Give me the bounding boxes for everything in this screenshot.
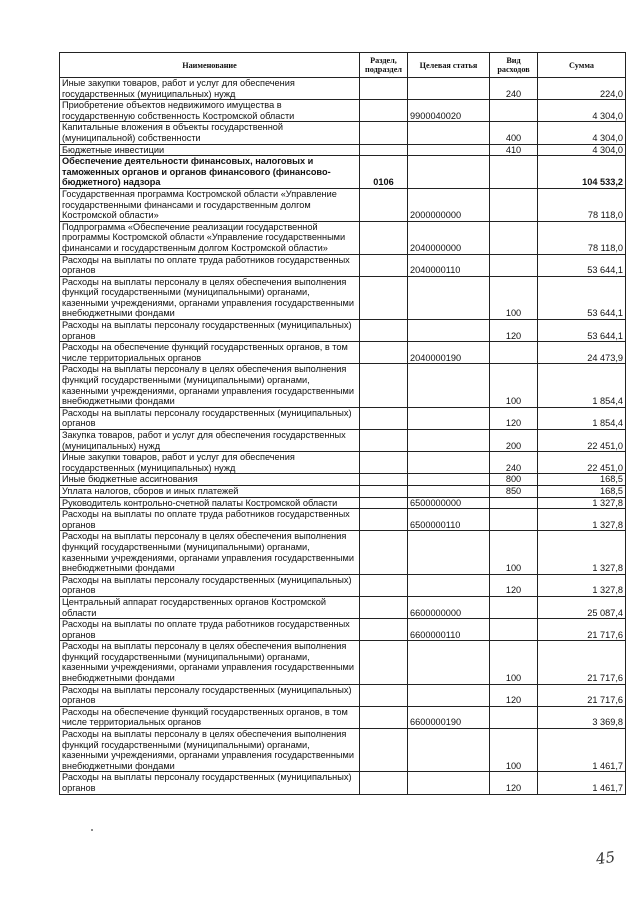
row-article: 6500000110 bbox=[408, 509, 490, 531]
table-row bbox=[60, 684, 626, 706]
row-sum: 21 717,6 bbox=[538, 641, 626, 684]
table-row bbox=[60, 574, 626, 596]
table-row bbox=[60, 122, 626, 144]
row-expense-type: 100 bbox=[490, 729, 538, 772]
row-article: 2040000190 bbox=[408, 342, 490, 364]
row-expense-type bbox=[490, 342, 538, 364]
row-expense-type bbox=[490, 156, 538, 189]
scan-speck bbox=[91, 829, 93, 831]
row-section bbox=[360, 485, 408, 497]
row-section bbox=[360, 221, 408, 254]
row-expense-type: 120 bbox=[490, 320, 538, 342]
table-row bbox=[60, 596, 626, 618]
row-section bbox=[360, 531, 408, 574]
row-section bbox=[360, 684, 408, 706]
row-name: Расходы на выплаты персоналу в целях обеспечения выполнения функций государственными (муниципальными) органами, казенными учреждениями, органами управления государственными внебюджетными фондами bbox=[60, 531, 360, 574]
row-section bbox=[360, 188, 408, 221]
row-sum: 168,5 bbox=[538, 485, 626, 497]
row-name: Иные бюджетные ассигнования bbox=[60, 474, 360, 486]
row-sum: 53 644,1 bbox=[538, 276, 626, 319]
row-name: Расходы на выплаты персоналу государственных (муниципальных) органов bbox=[60, 684, 360, 706]
table-row bbox=[60, 254, 626, 276]
row-section bbox=[360, 100, 408, 122]
row-article: 6600000190 bbox=[408, 706, 490, 728]
row-expense-type: 100 bbox=[490, 364, 538, 407]
row-article bbox=[408, 474, 490, 486]
header-name: Наименование bbox=[60, 53, 360, 78]
row-name: Расходы на выплаты персоналу государственных (муниципальных) органов bbox=[60, 574, 360, 596]
row-name: Расходы на обеспечение функций государственных органов, в том числе территориальных органов bbox=[60, 706, 360, 728]
row-name: Расходы на выплаты по оплате труда работников государственных органов bbox=[60, 619, 360, 641]
budget-table bbox=[59, 52, 626, 795]
table-row bbox=[60, 531, 626, 574]
row-article bbox=[408, 276, 490, 319]
row-section bbox=[360, 509, 408, 531]
row-section bbox=[360, 78, 408, 100]
row-section bbox=[360, 772, 408, 794]
row-expense-type: 100 bbox=[490, 641, 538, 684]
page-number: 45 bbox=[594, 847, 617, 869]
row-expense-type: 200 bbox=[490, 430, 538, 452]
table-row bbox=[60, 144, 626, 156]
table-row bbox=[60, 276, 626, 319]
row-expense-type bbox=[490, 221, 538, 254]
row-expense-type: 850 bbox=[490, 485, 538, 497]
row-sum: 24 473,9 bbox=[538, 342, 626, 364]
row-name: Приобретение объектов недвижимого имущества в государственную собственность Костромской области bbox=[60, 100, 360, 122]
row-section bbox=[360, 729, 408, 772]
table-row bbox=[60, 706, 626, 728]
row-article bbox=[408, 320, 490, 342]
row-name: Иные закупки товаров, работ и услуг для обеспечения государственных (муниципальных) нужд bbox=[60, 78, 360, 100]
row-name: Расходы на обеспечение функций государственных органов, в том числе территориальных органов bbox=[60, 342, 360, 364]
row-expense-type bbox=[490, 254, 538, 276]
row-expense-type bbox=[490, 497, 538, 509]
row-section bbox=[360, 122, 408, 144]
row-section bbox=[360, 407, 408, 429]
row-section bbox=[360, 497, 408, 509]
table-row bbox=[60, 156, 626, 189]
row-name: Расходы на выплаты персоналу в целях обеспечения выполнения функций государственными (муниципальными) органами, казенными учреждениями, органами управления государственными внебюджетными фондами bbox=[60, 364, 360, 407]
table-row bbox=[60, 485, 626, 497]
row-name: Расходы на выплаты персоналу государственных (муниципальных) органов bbox=[60, 772, 360, 794]
row-article bbox=[408, 78, 490, 100]
row-name: Закупка товаров, работ и услуг для обеспечения государственных (муниципальных) нужд bbox=[60, 430, 360, 452]
row-sum: 4 304,0 bbox=[538, 122, 626, 144]
table-row bbox=[60, 364, 626, 407]
header-sum: Сумма bbox=[538, 53, 626, 78]
table-row bbox=[60, 100, 626, 122]
row-sum: 1 854,4 bbox=[538, 407, 626, 429]
row-section bbox=[360, 276, 408, 319]
table-row bbox=[60, 342, 626, 364]
row-section bbox=[360, 430, 408, 452]
table-row bbox=[60, 430, 626, 452]
row-name: Капитальные вложения в объекты государственной (муниципальной) собственности bbox=[60, 122, 360, 144]
row-name: Бюджетные инвестиции bbox=[60, 144, 360, 156]
row-expense-type bbox=[490, 596, 538, 618]
row-sum: 1 461,7 bbox=[538, 772, 626, 794]
header-section: Раздел, подраздел bbox=[360, 53, 408, 78]
header-expense-type: Вид расходов bbox=[490, 53, 538, 78]
row-article: 9900040020 bbox=[408, 100, 490, 122]
row-article bbox=[408, 729, 490, 772]
table-row bbox=[60, 772, 626, 794]
row-expense-type: 120 bbox=[490, 772, 538, 794]
row-sum: 4 304,0 bbox=[538, 144, 626, 156]
row-sum: 1 327,8 bbox=[538, 497, 626, 509]
row-expense-type: 120 bbox=[490, 407, 538, 429]
row-sum: 21 717,6 bbox=[538, 684, 626, 706]
table-row bbox=[60, 221, 626, 254]
table-row bbox=[60, 729, 626, 772]
row-name: Руководитель контрольно-счетной палаты Костромской области bbox=[60, 497, 360, 509]
row-name: Центральный аппарат государственных органов Костромской области bbox=[60, 596, 360, 618]
row-name: Расходы на выплаты персоналу в целях обеспечения выполнения функций государственными (муниципальными) органами, казенными учреждениями, органами управления государственными внебюджетными фондами bbox=[60, 276, 360, 319]
row-expense-type bbox=[490, 619, 538, 641]
row-expense-type bbox=[490, 100, 538, 122]
row-article bbox=[408, 452, 490, 474]
row-name: Расходы на выплаты персоналу государственных (муниципальных) органов bbox=[60, 407, 360, 429]
row-expense-type: 100 bbox=[490, 276, 538, 319]
row-section bbox=[360, 596, 408, 618]
table-row bbox=[60, 78, 626, 100]
row-expense-type: 410 bbox=[490, 144, 538, 156]
row-article bbox=[408, 531, 490, 574]
row-name: Иные закупки товаров, работ и услуг для обеспечения государственных (муниципальных) нужд bbox=[60, 452, 360, 474]
row-name: Расходы на выплаты персоналу государственных (муниципальных) органов bbox=[60, 320, 360, 342]
row-sum: 1 461,7 bbox=[538, 729, 626, 772]
row-sum: 22 451,0 bbox=[538, 452, 626, 474]
row-article bbox=[408, 407, 490, 429]
row-section bbox=[360, 641, 408, 684]
row-article: 2000000000 bbox=[408, 188, 490, 221]
row-article: 6600000000 bbox=[408, 596, 490, 618]
row-sum: 78 118,0 bbox=[538, 188, 626, 221]
row-expense-type bbox=[490, 509, 538, 531]
row-article bbox=[408, 641, 490, 684]
header-article: Целевая статья bbox=[408, 53, 490, 78]
row-sum: 104 533,2 bbox=[538, 156, 626, 189]
table-row bbox=[60, 452, 626, 474]
row-name: Уплата налогов, сборов и иных платежей bbox=[60, 485, 360, 497]
row-article bbox=[408, 684, 490, 706]
row-name: Расходы на выплаты по оплате труда работников государственных органов bbox=[60, 509, 360, 531]
row-article bbox=[408, 772, 490, 794]
row-section bbox=[360, 254, 408, 276]
table-row bbox=[60, 619, 626, 641]
row-article bbox=[408, 122, 490, 144]
row-article bbox=[408, 144, 490, 156]
row-name: Государственная программа Костромской области «Управление государственными финансами и государственным долгом Костромской области» bbox=[60, 188, 360, 221]
row-article: 2040000110 bbox=[408, 254, 490, 276]
table-row bbox=[60, 188, 626, 221]
row-article: 6600000110 bbox=[408, 619, 490, 641]
row-sum: 168,5 bbox=[538, 474, 626, 486]
row-expense-type: 120 bbox=[490, 574, 538, 596]
table-row bbox=[60, 497, 626, 509]
table-row bbox=[60, 641, 626, 684]
row-sum: 1 327,8 bbox=[538, 574, 626, 596]
row-article bbox=[408, 574, 490, 596]
row-sum: 53 644,1 bbox=[538, 254, 626, 276]
row-section bbox=[360, 144, 408, 156]
row-section bbox=[360, 474, 408, 486]
table-row bbox=[60, 509, 626, 531]
row-section bbox=[360, 619, 408, 641]
row-section bbox=[360, 320, 408, 342]
row-section bbox=[360, 342, 408, 364]
row-sum: 21 717,6 bbox=[538, 619, 626, 641]
row-section bbox=[360, 364, 408, 407]
row-sum: 22 451,0 bbox=[538, 430, 626, 452]
table-row bbox=[60, 407, 626, 429]
row-expense-type: 100 bbox=[490, 531, 538, 574]
row-expense-type: 400 bbox=[490, 122, 538, 144]
row-expense-type: 240 bbox=[490, 452, 538, 474]
table-body bbox=[60, 78, 626, 795]
row-name: Расходы на выплаты персоналу в целях обеспечения выполнения функций государственными (муниципальными) органами, казенными учреждениями, органами управления государственными внебюджетными фондами bbox=[60, 729, 360, 772]
row-sum: 78 118,0 bbox=[538, 221, 626, 254]
row-section: 0106 bbox=[360, 156, 408, 189]
row-name: Подпрограмма «Обеспечение реализации государственной программы Костромской области «Управление государственными финансами и государственным долгом Костромской области» bbox=[60, 221, 360, 254]
row-article bbox=[408, 364, 490, 407]
row-article: 6500000000 bbox=[408, 497, 490, 509]
row-expense-type bbox=[490, 188, 538, 221]
row-sum: 1 327,8 bbox=[538, 509, 626, 531]
row-sum: 3 369,8 bbox=[538, 706, 626, 728]
row-name: Обеспечение деятельности финансовых, налоговых и таможенных органов и органов финансового (финансово-бюджетного) надзора bbox=[60, 156, 360, 189]
row-expense-type: 800 bbox=[490, 474, 538, 486]
row-sum: 25 087,4 bbox=[538, 596, 626, 618]
row-section bbox=[360, 574, 408, 596]
row-expense-type: 120 bbox=[490, 684, 538, 706]
row-section bbox=[360, 452, 408, 474]
row-sum: 1 854,4 bbox=[538, 364, 626, 407]
row-expense-type: 240 bbox=[490, 78, 538, 100]
row-article bbox=[408, 430, 490, 452]
table-header-row bbox=[60, 53, 626, 78]
row-article bbox=[408, 156, 490, 189]
row-article bbox=[408, 485, 490, 497]
row-name: Расходы на выплаты персоналу в целях обеспечения выполнения функций государственными (муниципальными) органами, казенными учреждениями, органами управления государственными внебюджетными фондами bbox=[60, 641, 360, 684]
row-sum: 224,0 bbox=[538, 78, 626, 100]
row-sum: 4 304,0 bbox=[538, 100, 626, 122]
row-sum: 53 644,1 bbox=[538, 320, 626, 342]
row-expense-type bbox=[490, 706, 538, 728]
table-row bbox=[60, 320, 626, 342]
table-row bbox=[60, 474, 626, 486]
row-name: Расходы на выплаты по оплате труда работников государственных органов bbox=[60, 254, 360, 276]
row-section bbox=[360, 706, 408, 728]
row-sum: 1 327,8 bbox=[538, 531, 626, 574]
row-article: 2040000000 bbox=[408, 221, 490, 254]
